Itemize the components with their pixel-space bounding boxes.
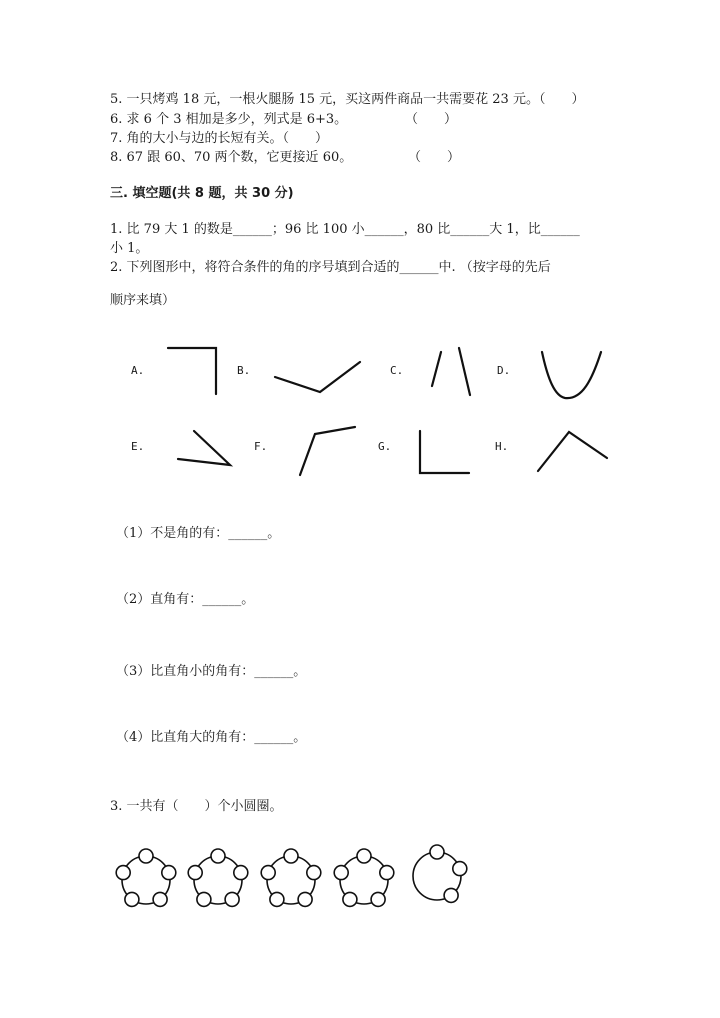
circle-ring [413, 845, 467, 902]
figure-label-a: A. [131, 364, 145, 377]
figure-label-b: B. [237, 364, 251, 377]
small-circle [261, 866, 275, 880]
sub-question-4: （4）比直角大的角有：______。 [116, 730, 307, 745]
small-circle [153, 892, 167, 906]
question-8-answer-paren: （ ） [408, 150, 461, 165]
small-circle [380, 866, 394, 880]
figure-label-f: F. [254, 440, 268, 453]
section-heading: 三. 填空题(共 8 题，共 30 分) [110, 186, 294, 201]
small-circle [307, 866, 321, 880]
small-circle [298, 892, 312, 906]
figure-label-h: H. [495, 440, 509, 453]
question-8: 8. 67 跟 60、70 两个数，它更接近 60。 [110, 150, 353, 165]
small-circle [211, 849, 225, 863]
fill-question-1-line-1: 1. 比 79 大 1 的数是______；96 比 100 小______，80 比______大 1，比______ [110, 222, 580, 237]
circle-ring [116, 849, 176, 906]
small-circle [197, 892, 211, 906]
fill-question-2-line-2: 顺序来填） [110, 293, 176, 308]
fill-question-1-line-2: 小 1。 [110, 241, 149, 256]
figure-label-e: E. [131, 440, 145, 453]
figure-label-d: D. [497, 364, 511, 377]
question-5: 5. 一只烤鸡 18 元，一根火腿肠 15 元，买这两件商品一共需要花 23 元。（ ） [110, 92, 585, 107]
circle-ring [188, 849, 248, 906]
question-7: 7. 角的大小与边的长短有关。（ ） [110, 131, 329, 146]
small-circle [371, 892, 385, 906]
sub-question-3: （3）比直角小的角有：______。 [116, 664, 307, 679]
circle-ring [261, 849, 321, 906]
fill-question-3: 3. 一共有（ ）个小圆圈。 [110, 799, 283, 814]
small-circle [357, 849, 371, 863]
small-circle [270, 892, 284, 906]
small-circle [234, 866, 248, 880]
small-circle [162, 866, 176, 880]
small-circle [343, 892, 357, 906]
fill-question-2-line-1: 2. 下列图形中，将符合条件的角的序号填到合适的______中. （按字母的先后 [110, 260, 551, 275]
small-circle [125, 892, 139, 906]
small-circle [334, 866, 348, 880]
small-circle [116, 866, 130, 880]
small-circle [444, 888, 458, 902]
sub-question-2: （2）直角有：______。 [116, 592, 255, 607]
circle-ring [334, 849, 394, 906]
small-circle [139, 849, 153, 863]
small-circle [453, 862, 467, 876]
small-circle [284, 849, 298, 863]
question-6-answer-paren: （ ） [405, 112, 458, 127]
sub-question-1: （1）不是角的有：______。 [116, 526, 281, 541]
small-circle [225, 892, 239, 906]
small-circle [188, 866, 202, 880]
figure-label-c: C. [390, 364, 404, 377]
figure-label-g: G. [378, 440, 392, 453]
small-circle [430, 845, 444, 859]
question-6: 6. 求 6 个 3 相加是多少，列式是 6+3。 [110, 112, 348, 127]
